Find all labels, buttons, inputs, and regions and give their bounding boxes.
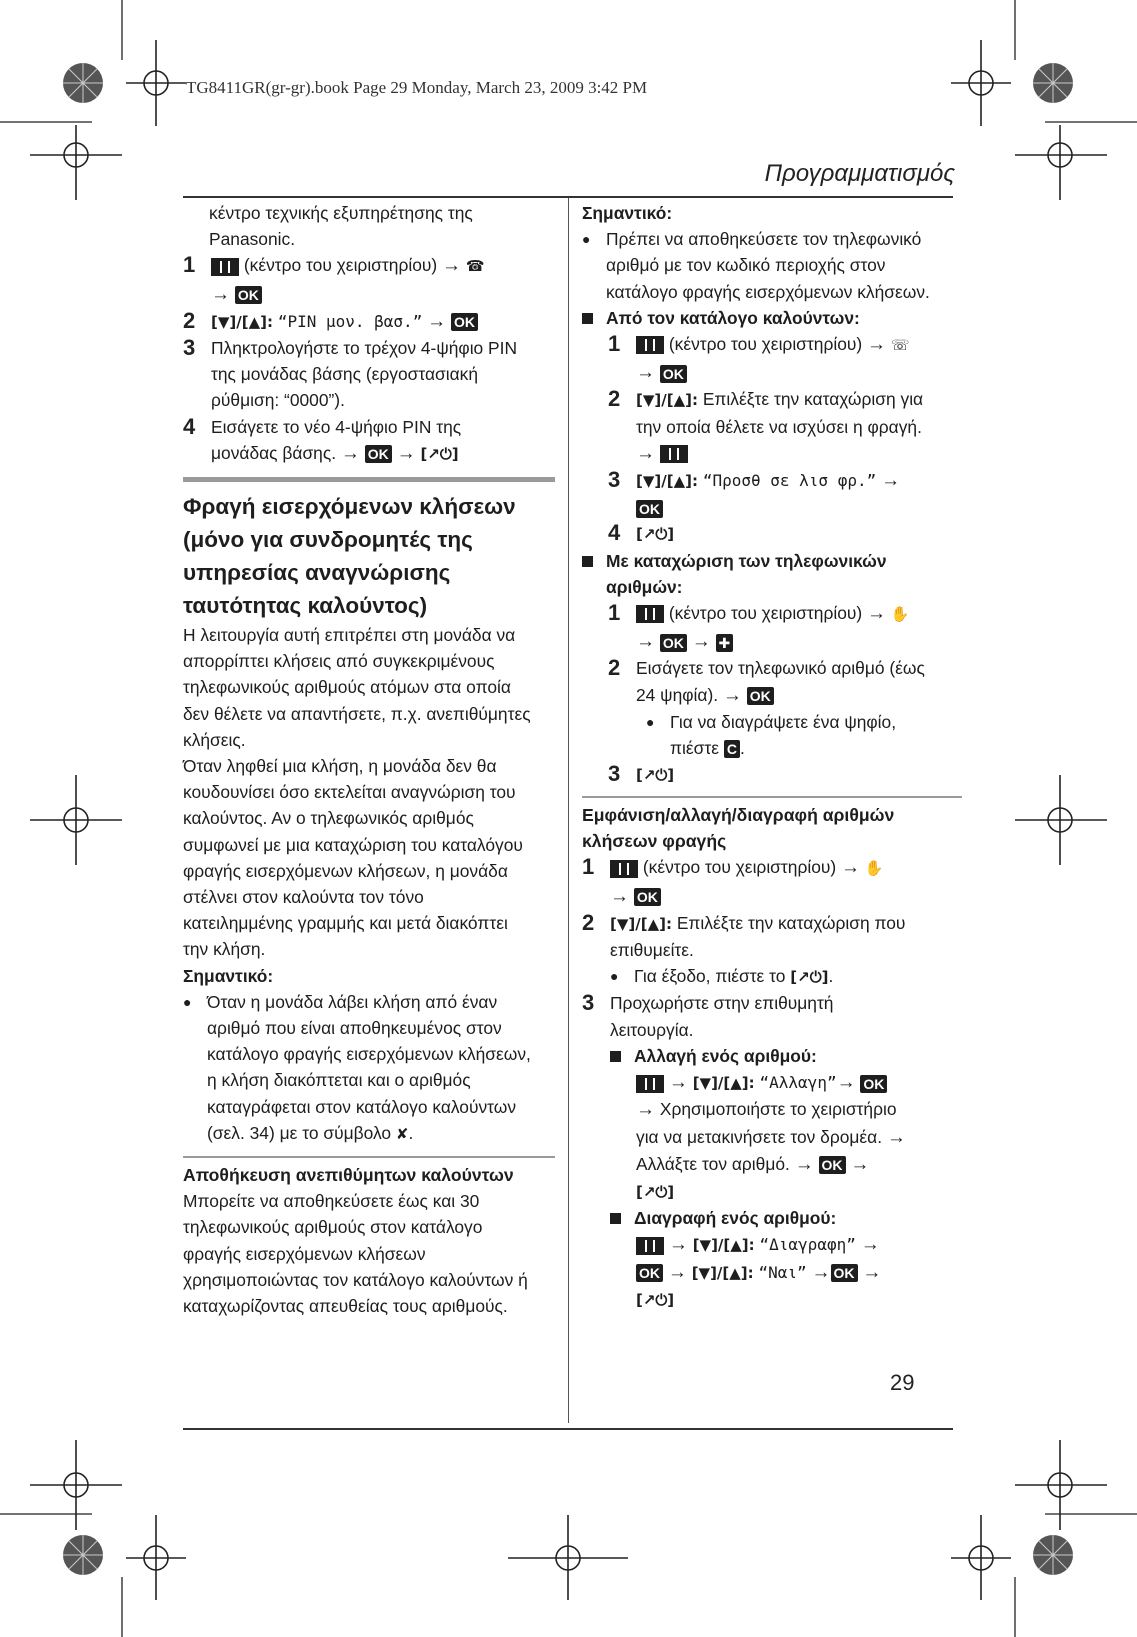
view-step-2: 2 [▼]/[▲]: Επιλέξτε την καταχώριση που επιθυμείτε. ● Για έξοδο, πιέστε το [↗⏻].	[582, 909, 906, 987]
ok-key: OK	[365, 445, 392, 463]
intro-line: κέντρο τεχνικής εξυπηρέτησης της	[209, 203, 473, 223]
add-entry-icon: ✚	[716, 634, 734, 652]
caller-step-4: 4 [↗⏻]	[608, 520, 675, 546]
off-key: [↗⏻]	[420, 444, 459, 463]
caller-step-3: 3 [▼]/[▲]: “Προσθ σε λισ φρ.” → OK	[608, 467, 901, 517]
call-block-icon: ✘	[395, 1125, 409, 1143]
subheading-delete: Διαγραφή ενός αριθμού:	[610, 1205, 962, 1231]
call-block-icon: ✋	[864, 860, 884, 878]
off-key: [↗⏻]	[636, 525, 675, 544]
off-key: [↗⏻]	[636, 766, 675, 785]
right-column	[582, 200, 962, 1313]
step-4: 4 Εισάγετε το νέο 4-ψήφιο PIN της μονάδας βάσης. → OK → [↗⏻]	[183, 413, 462, 464]
clear-key: C	[724, 740, 740, 758]
left-column	[183, 200, 555, 1319]
heading-call-block: Φραγή εισερχόμενων κλήσεων (μόνο για συνδρομητές της υπηρεσίας αναγνώρισης ταυτότητας καλούντος)	[183, 477, 555, 622]
view-step-1: 1 (κέντρο του χειριστηρίου) → ✋ → OK	[582, 854, 884, 907]
note-bullet: ● Όταν η μονάδα λάβει κλήση από έναν αριθμό που είναι αποθηκευμένος στον κατάλογο φραγής εισερχόμενων κλήσεων, η κλήση διακόπτεται και ο αριθμός καταγράφεται στον κατάλογο καλούντων (σελ. 34) με το σύμβολο ✘.	[183, 989, 555, 1148]
ok-key: OK	[636, 1264, 663, 1282]
paragraph-intro: Η λειτουργία αυτή επιτρέπει στη μονάδα να απορρίπτει κλήσεις από συγκεκριμένους τηλεφωνικούς αριθμούς ατόμων στα οποία δεν θέλετε να απαντήσετε, π.χ. ανεπιθύμητες κλήσεις.	[183, 625, 531, 750]
off-key: [↗⏻]	[636, 1290, 675, 1309]
menu-key-icon	[636, 1075, 664, 1093]
subheading-manual-entry: Με καταχώριση των τηλεφωνικών αριθμών:	[582, 548, 962, 600]
menu-key-icon	[610, 860, 638, 878]
ok-key: OK	[860, 1075, 887, 1093]
off-key: [↗⏻]	[636, 1182, 675, 1201]
ok-key: OK	[634, 888, 661, 906]
caller-step-2: 2 [▼]/[▲]: Επιλέξτε την καταχώριση για την οποία θέλετε να ισχύσει η φραγή. →	[608, 386, 924, 464]
ok-key: OK	[819, 1156, 846, 1174]
heading-store-unwanted: Αποθήκευση ανεπιθύμητων καλούντων	[183, 1156, 555, 1188]
paragraph-store: Μπορείτε να αποθηκεύσετε έως και 30 τηλεφωνικούς αριθμούς στον κατάλογο φραγής εισερχόμενων κλήσεων χρησιμοποιώντας τον κατάλογο καλούντων ή καταχωρίζοντας απευθείας τους αριθμούς.	[183, 1191, 528, 1316]
menu-key-icon	[211, 258, 239, 276]
caller-step-1: 1 (κέντρο του χειριστηρίου) → ☏ → OK	[608, 331, 910, 384]
menu-key-icon	[660, 445, 688, 463]
ok-key: OK	[451, 313, 478, 331]
step-3: 3 Πληκτρολογήστε το τρέχον 4-ψήφιο PIN της μονάδας βάσης (εργοστασιακή ρύθμιση: “0000”).	[183, 335, 518, 411]
ok-key: OK	[747, 687, 774, 705]
note-title: Σημαντικό:	[582, 203, 673, 223]
footer-rule	[183, 1428, 953, 1430]
paragraph-behavior: Όταν ληφθεί μια κλήση, η μονάδα δεν θα κουδουνίσει όσο εκτελείται αναγνώριση του καλούντος. Αν ο τηλεφωνικός αριθμός συμφωνεί με μια καταχώριση του καταλόγου φραγής εισερχόμενων κλήσεων, η μονάδα στέλνει στον καλούντα τον τόνο κατειλημμένης γραμμής και μετά διακόπτει την κλήση.	[183, 756, 523, 960]
manual-step-1: 1 (κέντρο του χειριστηρίου) → ✋ → OK → ✚	[608, 600, 910, 653]
ok-key: OK	[636, 500, 663, 518]
call-block-icon: ✋	[890, 606, 910, 624]
manual-step-3: 3 [↗⏻]	[608, 761, 675, 787]
ok-key: OK	[660, 365, 687, 383]
caller-list-icon: ☏	[890, 337, 910, 355]
menu-key-icon	[636, 605, 664, 623]
heading-view-edit-delete: Εμφάνιση/αλλαγή/διαγραφή αριθμών κλήσεων φραγής	[582, 796, 962, 854]
ok-key: OK	[831, 1264, 858, 1282]
menu-key-icon	[636, 336, 664, 354]
handset-settings-icon: ☎	[465, 258, 485, 276]
ok-key: OK	[235, 286, 262, 304]
menu-key-icon	[636, 1237, 664, 1255]
off-key: [↗⏻]	[790, 968, 829, 987]
step-1: 1 (κέντρο του χειριστηρίου) → ☎ → OK	[183, 252, 485, 305]
note-bullet: ● Πρέπει να αποθηκεύσετε τον τηλεφωνικό αριθμό με τον κωδικό περιοχής στον κατάλογο φραγής εισερχόμενων κλήσεων.	[582, 229, 930, 302]
page-number: 29	[890, 1370, 915, 1395]
note-title: Σημαντικό:	[183, 965, 274, 986]
intro-line: Panasonic.	[209, 229, 296, 250]
print-header: TG8411GR(gr-gr).book Page 29 Monday, March 23, 2009 3:42 PM	[186, 78, 648, 97]
subheading-from-caller-list: Από τον κατάλογο καλούντων:	[582, 305, 962, 331]
view-step-3: 3 Προχωρήστε στην επιθυμητή λειτουργία. Αλλαγή ενός αριθμού: → [▼]/[▲]: “Αλλαγη”→ OK → Χρησιμοποιήστε το χειριστήριο για να μετακινήσετε τον δρομέα. → Αλλάξτε τον αριθμό. → OK → [↗⏻] Διαγραφή ενός αριθμού: → [▼]/[▲]: “Διαγραφη” → OK → [▼]/[▲]: “Ναι” → OK → [↗⏻]	[582, 990, 962, 1312]
step-2: 2 [▼]/[▲]: “PIN μον. βασ.” → OK	[183, 308, 555, 335]
ok-key: OK	[660, 634, 687, 652]
subheading-edit: Αλλαγή ενός αριθμού:	[610, 1043, 962, 1069]
section-title: Προγραμματισμός	[764, 160, 955, 187]
manual-step-2: 2 Εισάγετε τον τηλεφωνικό αριθμό (έως 24 ψηφία). → OK ● Για να διαγράψετε ένα ψηφίο, πιέστε C .	[608, 655, 925, 759]
column-divider	[568, 198, 569, 1423]
